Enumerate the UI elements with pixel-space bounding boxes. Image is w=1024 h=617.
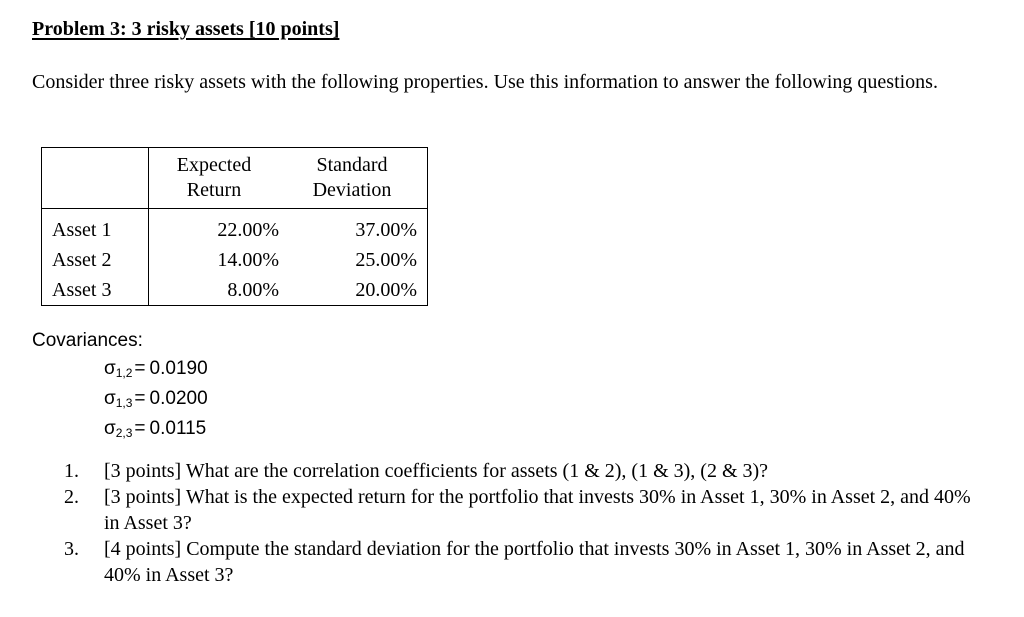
standard-deviation-value: 37.00% (287, 215, 428, 245)
question-number: 2. (64, 486, 79, 508)
asset-properties-table (41, 147, 428, 306)
question-list (64, 458, 984, 588)
question-number: 1. (64, 460, 79, 482)
covariance-item: $\sigma_{1,2} = 0.0190$ (104, 358, 208, 380)
intro-paragraph: Consider three risky assets with the following properties. Use this information to answer the following questions. (32, 71, 938, 93)
table-header-row (42, 148, 428, 209)
asset-name: Asset 2 (42, 245, 149, 275)
header-standard-deviation-label: Standard Deviation (312, 154, 392, 201)
covariance-item: $\sigma_{1,3} = 0.0200$ (104, 388, 208, 410)
header-expected-return (149, 148, 288, 209)
asset-name: Asset 1 (42, 215, 149, 245)
header-empty-cell (42, 148, 149, 209)
question-item (64, 484, 984, 536)
table-row (42, 215, 428, 245)
covariance-value: 0.0115 (149, 418, 207, 439)
covariance-item: $\sigma_{2,3} = 0.0115$ (104, 418, 207, 440)
table-row (42, 245, 428, 275)
question-text: [3 points] What are the correlation coefficients for assets (1 & 2), (1 & 3), (2 & 3)? (104, 460, 769, 482)
question-text: [4 points] Compute the standard deviation for the portfolio that invests 30% in Asset 1, 30% in Asset 2, and 40% in Asset 3? (104, 538, 965, 586)
problem-title: Problem 3: 3 risky assets [10 points] (32, 18, 340, 40)
covariance-list (104, 356, 208, 446)
covariance-value: 0.0200 (149, 388, 208, 409)
expected-return-value: 22.00% (217, 219, 279, 241)
question-item (64, 458, 984, 484)
standard-deviation-value: 20.00% (287, 275, 428, 306)
expected-return-value: 14.00% (217, 249, 279, 271)
covariances-label: Covariances: (32, 330, 143, 351)
covariance-value: 0.0190 (149, 358, 208, 379)
covariance-symbol: $\sigma_{1,3}$ (104, 388, 133, 410)
question-text: [3 points] What is the expected return for the portfolio that invests 30% in Asset 1, 30% in Asset 2, and 40% in Asset 3? (104, 486, 971, 534)
header-standard-deviation (287, 148, 428, 209)
covariance-symbol: $\sigma_{1,2}$ (104, 358, 133, 380)
question-number: 3. (64, 538, 79, 560)
expected-return-value: 8.00% (149, 275, 288, 306)
covariance-symbol: $\sigma_{2,3}$ (104, 418, 133, 440)
header-expected-return-label: Expected Return (176, 154, 252, 201)
asset-name: Asset 3 (42, 275, 149, 306)
table-row (42, 275, 428, 306)
question-item (64, 536, 984, 588)
standard-deviation-value: 25.00% (287, 245, 428, 275)
